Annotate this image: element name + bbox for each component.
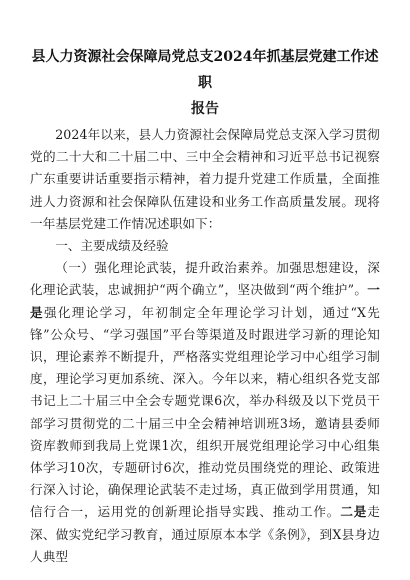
document-title: 县人力资源社会保障局党总支2024年抓基层党建工作述职 xyxy=(31,49,379,91)
document-title-continued: 报告 xyxy=(191,101,219,117)
intro-paragraph: 2024年以来，县人力资源社会保障局党总支深入学习贯彻党的二十大和二十届二中、三中全会精神和习近平总书记视察广东重要讲话重要指示精神，着力提升党建工作质量，全面推进人力资源和社会保障队伍建设和业务工作高质量发展。现将一年基层党建工作情况述职如下： xyxy=(30,127,380,231)
subsection-heading: （一）强化理论武装，提升政治素养。 xyxy=(55,260,277,276)
body-paragraph xyxy=(30,257,380,568)
section-heading: 一、主要成绩及经验 xyxy=(55,238,169,254)
subsection-text: 加强思想建设，深化理论武装，忠诚拥护“两个确立”，坚决做到“两个维护”。 xyxy=(30,260,380,298)
point-label: 二是 xyxy=(340,504,368,520)
point-text: 强化理论学习，年初制定全年理论学习计划，通过“X先锋”公众号、“学习强国”平台等渠道及时跟进学习新的理论知识，理论素养不断提升，严格落实党组理论学习中心组学习制度，理论学习更加系统、深入。今年以来，精心组织各党支部书记上二十届三中全会专题党课6次，举办科级及以下党员干部学习贯彻党的二十届三中全会精神培训班3场，邀请县委师资库教师到我局上党课1次，组织开展党组理论学习中心组集体学习10次，专题研讨6次，推动党员围绕党的理论、政策进行深入讨论，确保理论武装不走过场，真正做到学用贯通，知信行合一，运用党的创新理论指导实践、推动工作。 xyxy=(30,304,380,520)
point-text: 走深、做实党纪学习教育，通过原原本本学《条例》，到X县身边人典型 xyxy=(30,504,380,564)
point-label: 一是 xyxy=(30,282,380,320)
